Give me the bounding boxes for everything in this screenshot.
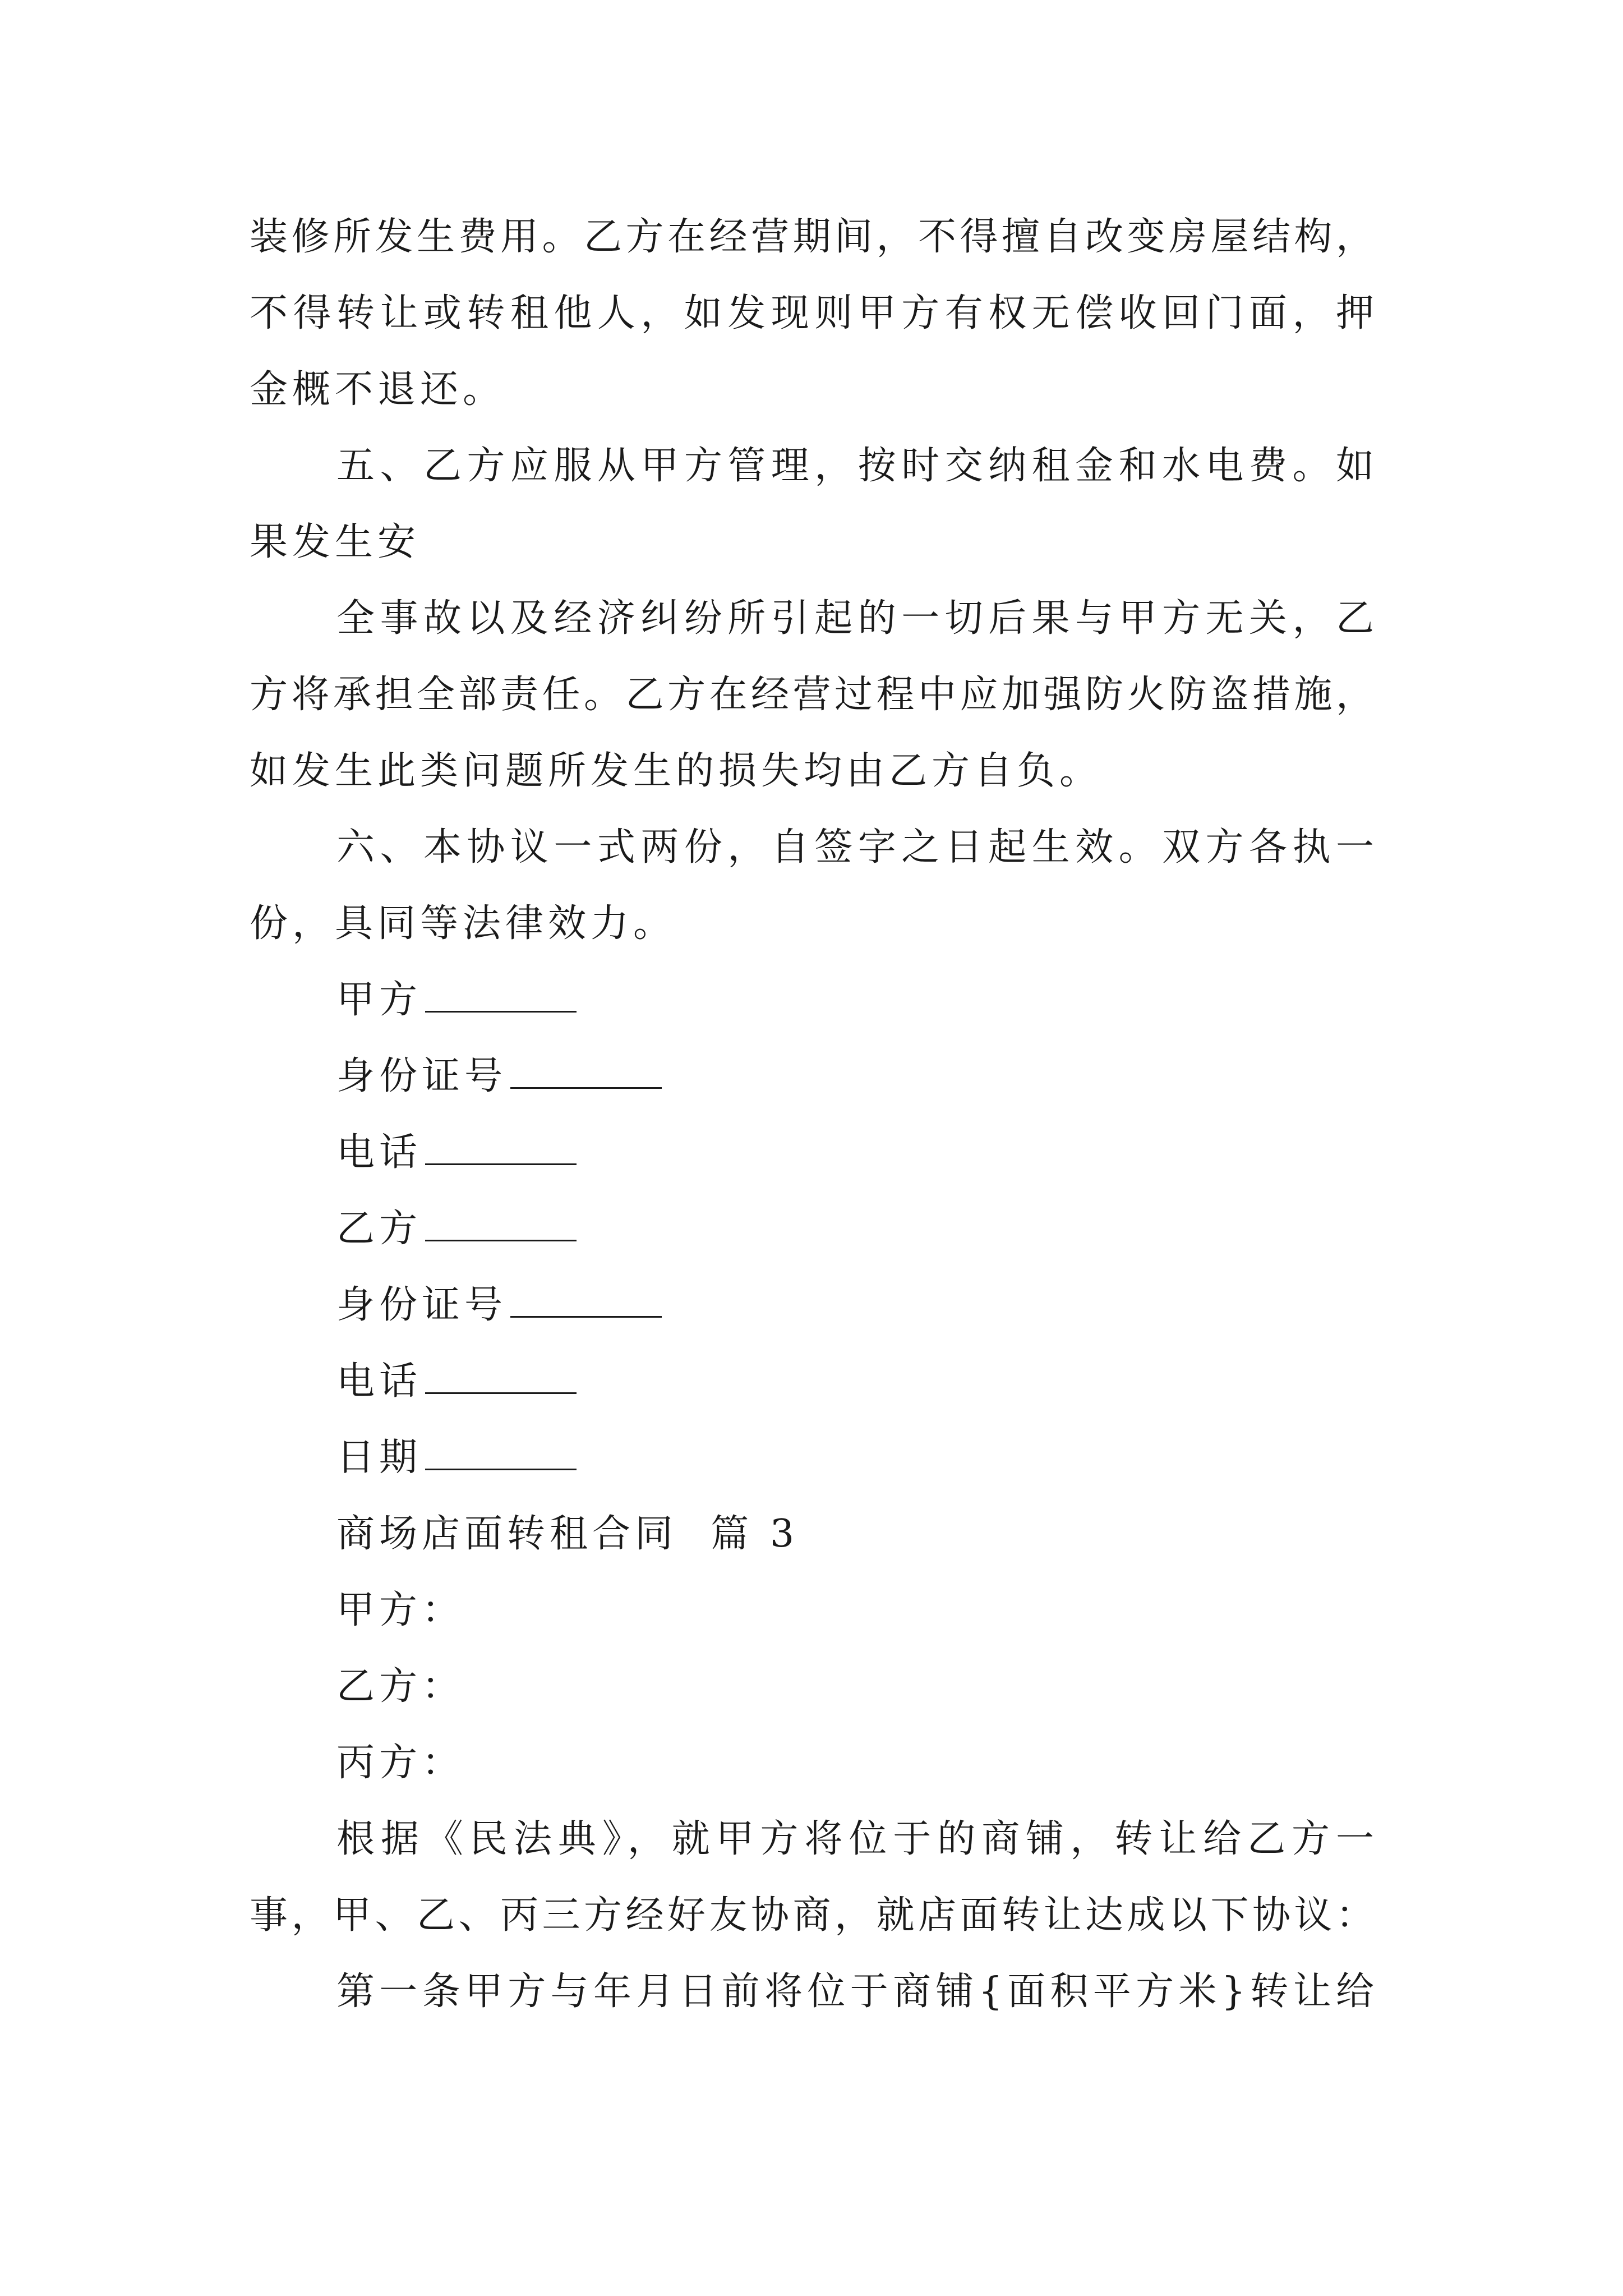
signature-field-label: 乙方 <box>336 1207 422 1251</box>
signature-blank <box>425 1206 577 1241</box>
paragraph-line: 金概不退还。 <box>250 367 506 412</box>
signature-field-label: 身份证号 <box>336 1054 508 1098</box>
party-label: 乙方： <box>336 1664 465 1709</box>
signature-blank <box>425 1359 577 1394</box>
signature-blank <box>425 977 577 1013</box>
signature-field <box>336 1204 577 1254</box>
paragraph-line: 全事故以及经济纠纷所引起的一切后果与甲方无关，乙 <box>336 596 1374 641</box>
signature-field <box>336 1128 577 1178</box>
paragraph-line: 事，甲、乙、丙三方经好友协商，就店面转让达成以下协议： <box>250 1893 1374 1938</box>
signature-blank <box>425 1435 577 1470</box>
signature-blank <box>510 1282 662 1318</box>
signature-field-label: 日期 <box>336 1435 422 1480</box>
signature-field-label: 甲方 <box>336 978 422 1022</box>
signature-field-label: 电话 <box>336 1359 422 1404</box>
signature-field <box>336 1433 577 1483</box>
party-label: 丙方： <box>336 1741 465 1785</box>
paragraph-line: 方将承担全部责任。乙方在经营过程中应加强防火防盗措施， <box>250 673 1374 717</box>
paragraph-line: 不得转让或转租他人，如发现则甲方有权无偿收回门面，押 <box>250 291 1374 335</box>
paragraph-line: 五、乙方应服从甲方管理，按时交纳租金和水电费。如 <box>336 444 1374 488</box>
signature-field-label: 电话 <box>336 1130 422 1175</box>
paragraph-line: 装修所发生费用。乙方在经营期间，不得擅自改变房屋结构， <box>250 215 1374 259</box>
signature-field <box>336 1051 662 1102</box>
signature-blank <box>510 1053 662 1089</box>
paragraph-line: 果发生安 <box>250 520 421 564</box>
signature-blank <box>425 1130 577 1165</box>
paragraph-line: 六、本协议一式两份，自签字之日起生效。双方各执一 <box>336 825 1374 869</box>
signature-field <box>336 1356 577 1407</box>
paragraph-line: 份，具同等法律效力。 <box>250 901 676 946</box>
signature-field <box>336 975 577 1025</box>
section-title: 商场店面转租合同 篇 3 <box>336 1512 799 1556</box>
paragraph-line: 如发生此类问题所发生的损失均由乙方自负。 <box>250 749 1103 793</box>
party-label: 甲方： <box>336 1588 465 1632</box>
signature-field-label: 身份证号 <box>336 1283 508 1327</box>
paragraph-line: 第一条甲方与年月日前将位于商铺{面积平方米}转让给 <box>336 1970 1374 2014</box>
signature-field <box>336 1280 662 1331</box>
paragraph-line: 根据《民法典》，就甲方将位于的商铺，转让给乙方一 <box>336 1817 1374 1861</box>
